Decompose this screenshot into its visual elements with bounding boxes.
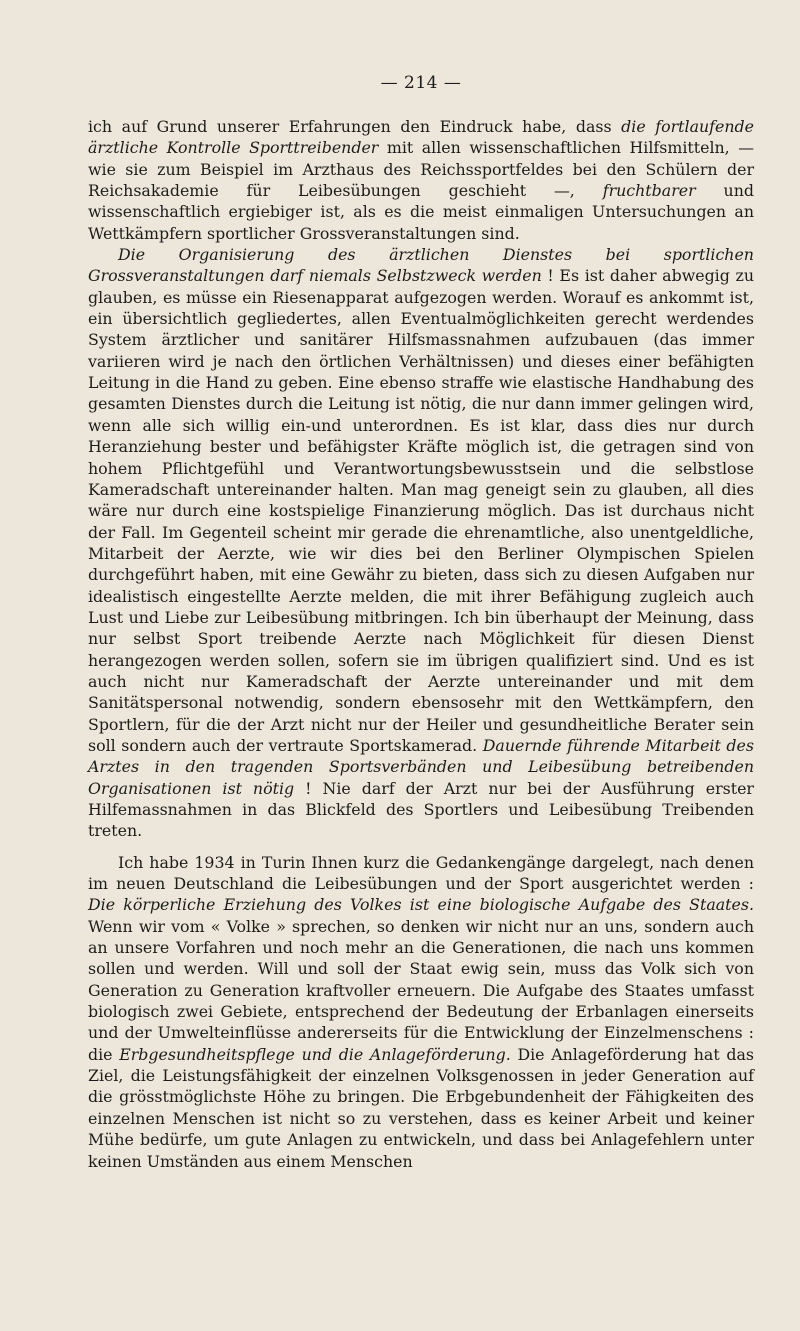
text-segment: und wissenschaftlich ergiebiger ist, als es die meist einmaligen Untersuchungen an Wettkämpfern sportlicher Grossveranstaltungen sind. — [88, 181, 754, 243]
text-segment: ! Nie darf der Arzt nur bei der Ausführung erster Hilfemassnahmen in das Blickfeld des Sportlers und Leibesübung Treibenden treten. — [88, 778, 754, 841]
text-segment: Wenn wir vom « Volke » sprechen, so denken wir nicht nur an uns, sondern auch an unsere Vorfahren und noch mehr an die Generationen, die nach uns kommen sollen und werden. Will und soll der Staat ewig sein, muss das Volk sich von Generation zu Generation kraftvoller erneuern. Die Aufgabe des Staates umfasst biologisch zwei Gebiete, entsprechend der Bedeutung der Erbanlagen einerseits und der Umwelteinflüsse andererseits für die Entwicklung der Einzelmenschens : die — [88, 916, 754, 1064]
emphasis-segment: fruchtbarer — [602, 181, 696, 201]
text-segment: mit allen wissenschaftlichen Hilfsmitteln, — wie sie zum Beispiel im Arzthaus des Reichssportfeldes bei den Schülern der Reichsakademie für Leibesübungen geschieht —, — [88, 138, 754, 201]
page-number: — 214 — — [380, 73, 462, 93]
text-segment: Ich habe 1934 in Turin Ihnen kurz die Gedankengänge dargelegt, nach denen im neuen Deutschland die Leibesübungen und der Sport ausgerichtet werden : — [88, 852, 754, 894]
paragraph-1 — [88, 116, 754, 244]
text-segment: Die Anlageförderung hat das Ziel, die Leistungsfähigkeit der einzelnen Volksgenossen in jeder Generation auf die grösstmöglichste Höhe zu bringen. Die Erbgebundenheit der Fähigkeiten des einzelnen Menschen ist nicht so zu verstehen, dass es keiner Arbeit und keiner Mühe bedürfe, um gute Anlagen zu entwickeln, und dass bei Anlagefehlern unter keinen Umständen aus einem Menschen — [88, 1044, 754, 1171]
text-segment: ! Es ist daher abwegig zu glauben, es müsse ein Riesenapparat aufgezogen werden. Worauf es ankommt ist, ein übersichtlich gegliedertes, allen Eventualmöglichkeiten gerecht werdendes System ärztlicher und sanitärer Hilfsmassnahmen aufzubauen (das immer variieren wird je nach den örtlichen Verhältnissen) und dieses einer befähigten Leitung in die Hand zu geben. Eine ebenso straffe wie elastische Handhabung des gesamten Dienstes durch die Leitung ist nötig, die nur dann immer gelingen wird, wenn alle sich willig ein-und unterordnen. Es ist klar, dass dies nur durch Heranziehung bester und befähigster Kräfte möglich ist, die getragen sind von hohem Pflichtgefühl und Verantwortungsbewusstsein und die selbstlose Kameradschaft untereinander halten. Man mag geneigt sein zu glauben, all dies wäre nur durch eine kostspielige Finanzierung möglich. Das ist durchaus nicht der Fall. Im Gegenteil scheint mir gerade die ehrenamtliche, also unentgeldliche, Mitarbeit der Aerzte, wie wir dies bei den Berliner Olympischen Spielen durchgeführt haben, mit eine Gewähr zu bieten, dass sich zu diesen Aufgaben nur idealistisch eingestellte Aerzte melden, die mit ihrer Befähigung zugleich auch Lust und Liebe zur Leibesübung mitbringen. Ich bin überhaupt der Meinung, dass nur selbst Sport treibende Aerzte nach Möglichkeit für diesen Dienst herangezogen werden sollen, sofern sie im übrigen qualifiziert sind. Und es ist auch nicht nur Kameradschaft der Aerzte untereinander und mit dem Sanitätspersonal notwendig, sondern ebensosehr mit den Wettkämpfern, den Sportlern, für die der Arzt nicht nur der Heiler und gesundheitliche Berater sein soll sondern auch der vertraute Sportskamerad. — [88, 266, 755, 755]
emphasis-segment: Dauernde führende Mitarbeit des Arztes in den tragenden Sportsverbänden und Leibesübung betreibenden Organisationen ist nötig — [88, 735, 754, 798]
paragraph-3 — [88, 852, 754, 1172]
text-segment: ich auf Grund unserer Erfahrungen den Eindruck habe, dass — [88, 117, 622, 136]
paragraph-2 — [88, 244, 754, 842]
emphasis-segment: Erbgesundheitspflege und die Anlageförderung. — [119, 1044, 511, 1064]
emphasis-segment: Die Organisierung des ärztlichen Dienstes bei sportlichen Grossveranstaltungen darf niemals Selbstzweck werden — [88, 245, 754, 286]
emphasis-segment: die fortlaufende ärztliche Kontrolle Sporttreibender — [88, 117, 754, 158]
book-page — [88, 72, 754, 1172]
emphasis-segment: Die körperliche Erziehung des Volkes ist eine biologische Aufgabe des Staates. — [88, 895, 754, 915]
